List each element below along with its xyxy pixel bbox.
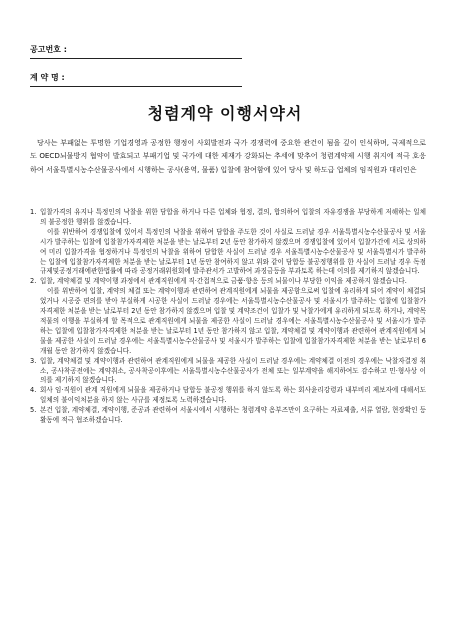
pledge-item	[30, 277, 426, 356]
pledge-text: 입찰가격의 유지나 특정인의 낙찰을 위한 담합을 하거나 다른 업체와 협정, 결의, 합의하여 입찰의 자유경쟁을 부당하게 저해하는 일체의 불공정한 행위를 않겠습니다.	[40, 208, 426, 226]
pledge-item	[30, 208, 426, 277]
pledge-text: 본건 입찰, 계약체결, 계약이행, 준공과 관련하여 서울시에서 시행하는 청렴계약 옴부즈만이 요구하는 자료제출, 서류 열람, 현장확인 등 활동에 적극 협조하겠습니다.	[40, 406, 426, 425]
pledge-number: 3.	[30, 356, 37, 365]
pledge-item	[30, 357, 426, 387]
notice-number-field	[30, 44, 67, 55]
contract-name-label: 계 약 명 :	[30, 73, 65, 82]
pledge-item	[30, 386, 426, 406]
intro-text: 당사는 부패없는 투명한 기업경영과 공정한 행정이 사회발전과 국가 경쟁력에 중요한 관건이 됨을 깊이 인식하며, 국제적으로도 OECD뇌물방지 협약이 발효되고 부패기업 및 국가에 대한 제재가 강화되는 추세에 맞추어 청렴계약제 시행 취지에 적극 호응하여 서울특별시농수산물공사에서 시행하는 공사(용역, 물품) 입찰에 참여함에 있어 당사 및 하도급 업체의 임직원과 대리인은	[30, 138, 426, 174]
pledge-item	[30, 406, 426, 426]
notice-number-line	[30, 58, 242, 59]
pledge-subtext: 이를 위반하여 경쟁입찰에 있어서 특정인의 낙찰을 위하여 담합을 주도한 것이 사실로 드러날 경우 서울특별시농수산물공사 및 서울시가 발주하는 입찰에 입찰참가자격제한 처분을 받는 날로부터 2년 동안 참가하지 않겠으며 경쟁입찰에 있어서 입찰가간에 서로 상의하여 미리 입찰가격을 협정하거나 특정인의 낙찰을 위하여 담합한 사실이 드러날 경우 서울특별시농수산물공사 및 서울특별시가 발주하는 입찰에 입찰참가자격제한 처분을 받는 날로부터 1년 동안 참여하지 않고 위와 같이 담합등 불공정행위를 한 사실이 드러날 경우 독점규제및공정거래에관한법률에 따라 공정거래위원회에 발주관서가 고발하여 과징금등을 부과토록 하는데 이의를 제기하지 않겠습니다.	[40, 227, 426, 276]
contract-name-field	[30, 72, 65, 83]
pledge-text: 입찰, 계약체결 및 계약이행 과정에서 관계직원에게 직·간접적으로 금품·향응 등의 뇌물이나 부당한 이익을 제공하지 않겠습니다.	[40, 277, 407, 286]
pledge-list	[30, 208, 426, 426]
pledge-text: 입찰, 계약체결 및 계약이행과 관련하여 관계직원에게 뇌물을 제공한 사실이 드러날 경우에는 계약체결 이전의 경우에는 낙찰자결정 취소, 공사착공전에는 계약취소, 공사착공이후에는 서울특별시농수산물공사가 전체 또는 일부계약을 해지하여도 감수하고 민·형사상 이의를 제기하지 않겠습니다.	[40, 356, 426, 385]
pledge-subtext: 이를 위반하여 입찰, 계약의 체결 또는 계약이행과 관련하여 관계직원에게 뇌물을 제공함으로써 입찰에 유리하게 되어 계약이 체결되었거나 시공중 편의를 받아 부실하게 시공한 사실이 드러날 경우에는 서울특별시농수산물공사 및 서울시가 발주하는 입찰에 입찰참가자격제한 처분을 받는 날로부터 2년 동안 참가하지 않겠으며 입찰 및 계약조건이 입찰가 및 낙찰가에게 유리하게 되도록 하거나, 계약목적물의 이행을 부실하게 할 목적으로 관계직원에게 뇌물을 제공한 사실이 드러날 경우에는 서울특별시농수산물공사 및 서울시가 발주하는 입찰에 입찰참가자격제한 처분을 받는 날로부터 1년 동안 참가하지 않고 입찰, 계약체결 및 계약이행과 관련하여 관계직원에게 뇌물을 제공한 사실이 드러날 경우에는 서울특별시농수산물공사 및 서울시가 발주하는 입찰에 입찰참가자격제한 처분을 받는 날로부터 6개월 동안 참가하지 않겠습니다.	[40, 287, 426, 355]
intro-paragraph	[30, 136, 426, 176]
pledge-number: 4.	[30, 386, 37, 395]
document-title: 청렴계약 이행서약서	[147, 104, 303, 123]
notice-number-label: 공고번호 :	[30, 45, 67, 54]
pledge-number: 2.	[30, 277, 37, 286]
contract-name-line	[30, 86, 242, 87]
pledge-text: 회사 임·직원이 관계 직원에게 뇌물을 제공하거나 담합등 불공정 행위를 하지 않도록 하는 회사윤리강령과 내부비리 제보자에 대해서도 일체의 불이익처분을 하지 않는 사규를 제정토록 노력하겠습니다.	[40, 386, 426, 405]
pledge-number: 5.	[30, 406, 37, 415]
pledge-number: 1.	[30, 208, 37, 216]
